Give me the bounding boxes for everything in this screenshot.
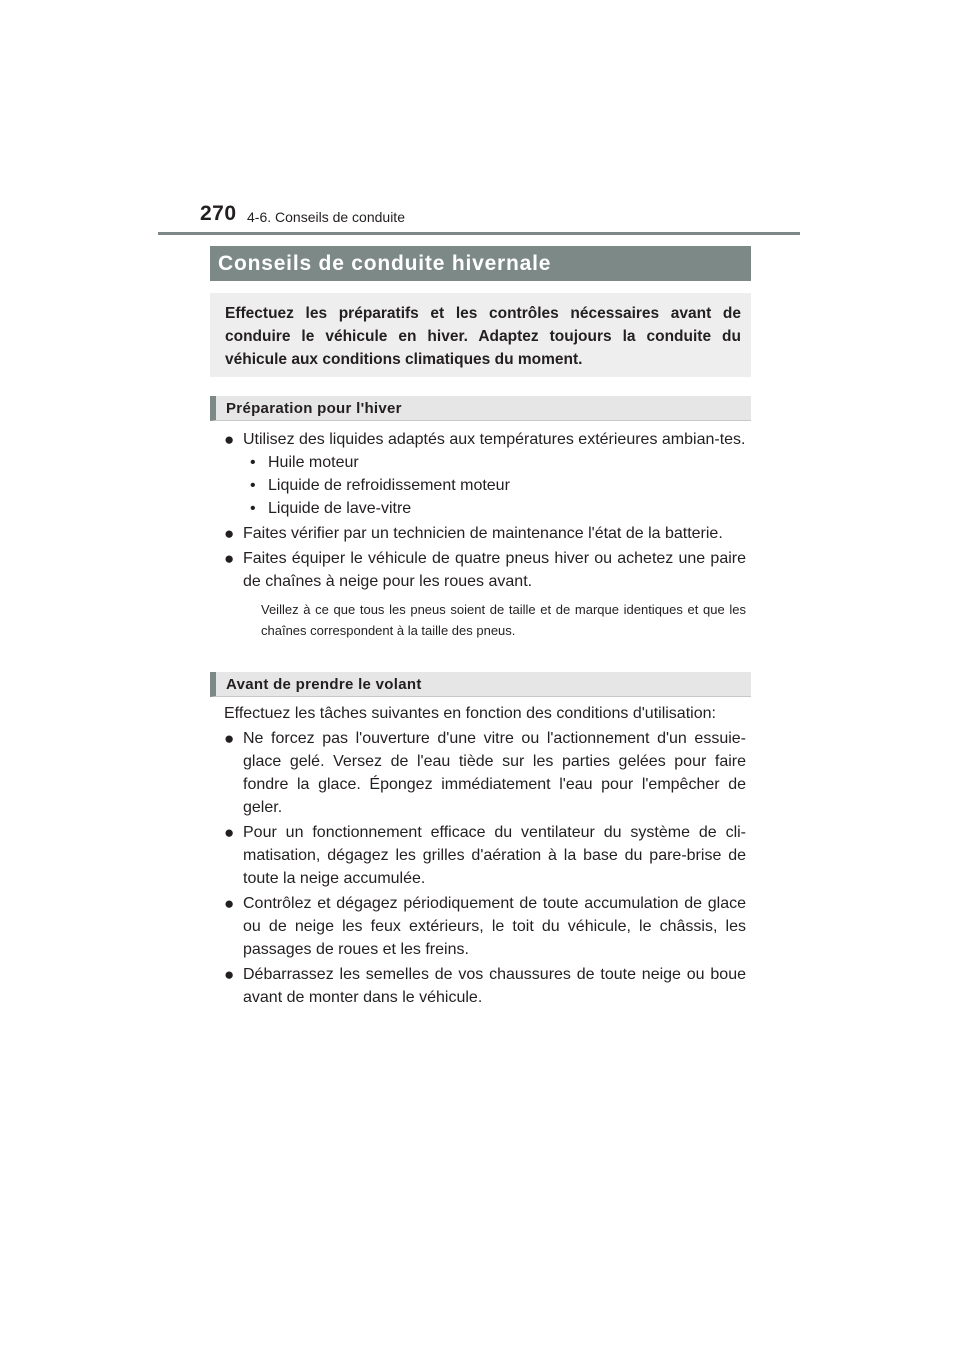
list-item-text: Faites vérifier par un technicien de maintenance l'état de la batterie. bbox=[243, 525, 723, 542]
bullet-icon: ● bbox=[224, 524, 235, 543]
tire-note: Veillez à ce que tous les pneus soient de taille et de marque identiques et que les chaînes correspondent à la taille des pneus. bbox=[261, 602, 746, 638]
section-heading-before-driving: Avant de prendre le volant bbox=[210, 672, 751, 697]
sub-bullet-icon: • bbox=[250, 477, 256, 494]
sub-bullet-icon: • bbox=[250, 454, 256, 471]
list-item-text: Contrôlez et dégagez périodiquement de toute accumulation de glace ou de neige les feux extérieurs, le toit du véhicule, le châssis, les passages de roues et les freins. bbox=[243, 895, 746, 958]
page-header bbox=[200, 200, 800, 236]
list-item-text: Débarrassez les semelles de vos chaussures de toute neige ou boue avant de monter dans le véhicule. bbox=[243, 966, 746, 1006]
fluid-item: • Liquide de lave-vitre bbox=[248, 497, 746, 520]
sub-bullet-icon: • bbox=[250, 500, 256, 517]
section-heading-winter-preparation: Préparation pour l'hiver bbox=[210, 396, 751, 421]
list-item-text: Ne forcez pas l'ouverture d'une vitre ou l'actionnement d'un essuie-glace gelé. Versez de l'eau tiède sur les parties gelées pour faire fondre la glace. Épongez immédiatement l'eau pour l'empêcher de geler. bbox=[243, 730, 746, 816]
list-item-text: Pour un fonctionnement efficace du ventilateur du système de cli-matisation, dégagez les grilles d'aération à la base du pare-brise de toute la neige accumulée. bbox=[243, 824, 746, 887]
fluid-item: • Liquide de refroidissement moteur bbox=[248, 474, 746, 497]
list-item bbox=[224, 428, 746, 520]
list-item bbox=[224, 892, 746, 961]
section-lead: Effectuez les tâches suivantes en fonction des conditions d'utilisation: bbox=[224, 705, 716, 722]
list-item-text: Faites équiper le véhicule de quatre pneus hiver ou achetez une paire de chaînes à neige pour les roues avant. bbox=[243, 550, 746, 590]
header-divider bbox=[158, 232, 800, 235]
section-reference: 4-6. Conseils de conduite bbox=[247, 209, 405, 225]
winter-preparation-content bbox=[224, 428, 746, 641]
bullet-icon: ● bbox=[224, 430, 235, 449]
bullet-icon: ● bbox=[224, 823, 235, 842]
intro-box: Effectuez les préparatifs et les contrôles nécessaires avant de conduire le véhicule en hiver. Adaptez toujours la conduite du véhicule aux conditions climatiques du moment. bbox=[210, 293, 751, 377]
page-number: 270 bbox=[200, 202, 237, 225]
list-item bbox=[224, 821, 746, 890]
before-driving-content bbox=[224, 702, 746, 1011]
bullet-icon: ● bbox=[224, 965, 235, 984]
list-item bbox=[224, 963, 746, 1009]
list-item bbox=[224, 522, 746, 545]
fluid-list bbox=[243, 451, 746, 520]
list-item-text: Utilisez des liquides adaptés aux températures extérieures ambian-tes. bbox=[243, 431, 746, 448]
bullet-icon: ● bbox=[224, 894, 235, 913]
bullet-icon: ● bbox=[224, 729, 235, 748]
fluid-item: • Huile moteur bbox=[248, 451, 746, 474]
list-item bbox=[224, 727, 746, 819]
page-title-bar bbox=[210, 246, 751, 281]
page-title: Conseils de conduite hivernale bbox=[218, 251, 552, 275]
bullet-icon: ● bbox=[224, 549, 235, 568]
list-item bbox=[224, 547, 746, 593]
